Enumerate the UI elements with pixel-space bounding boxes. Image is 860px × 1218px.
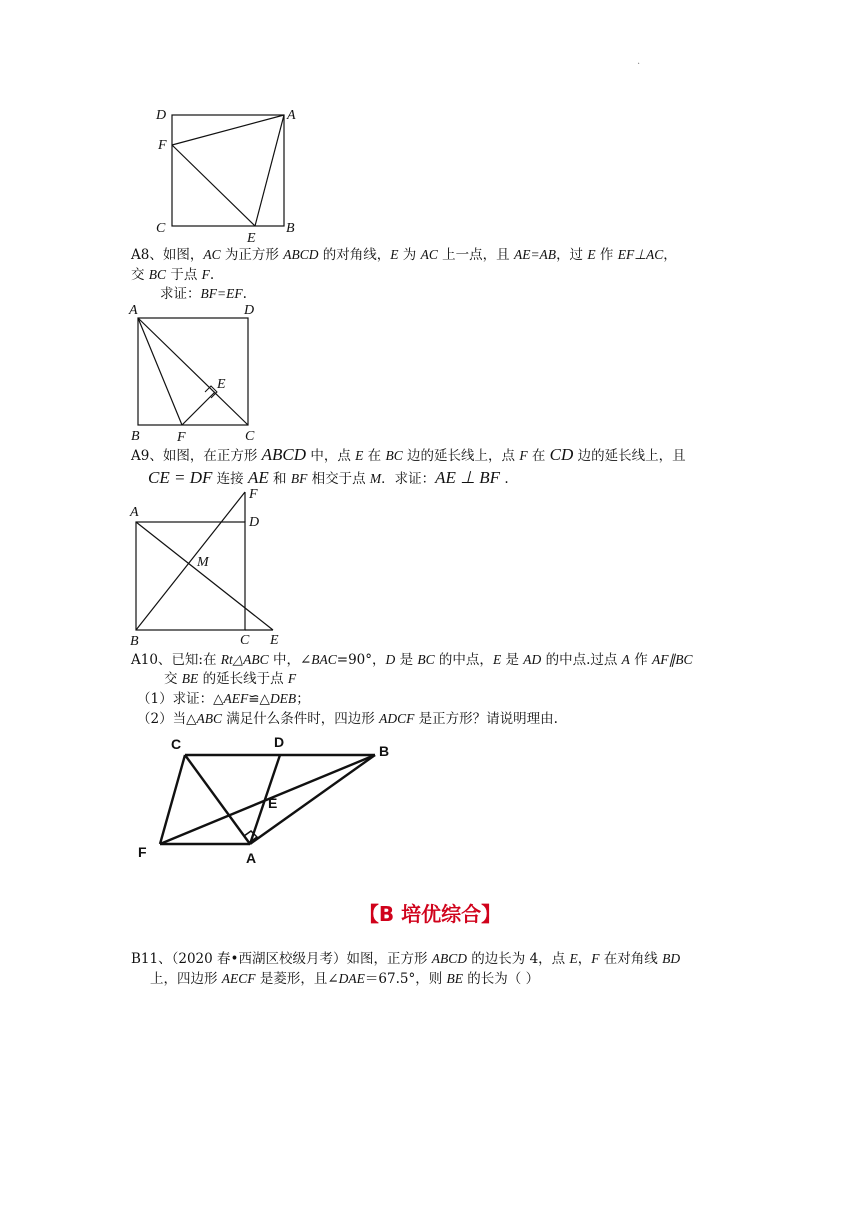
- square-outline: [172, 115, 284, 226]
- a10-question-2: （2）当△ABC 满足什么条件时，四边形 ADCF 是正方形？请说明理由.: [137, 711, 558, 727]
- a8-line-2: 交 BC 于点 F.: [131, 267, 215, 283]
- label-c: C: [245, 429, 255, 444]
- label-b: B: [130, 634, 139, 649]
- label-a: A: [246, 850, 257, 866]
- segment-fe: [182, 392, 215, 425]
- label-a: A: [130, 505, 139, 520]
- label-c: C: [171, 736, 182, 752]
- figure-a8-square: [125, 300, 275, 450]
- label-d: D: [274, 734, 285, 750]
- a8-line-3: 求证：BF=EF.: [160, 286, 247, 302]
- segment-fe: [172, 145, 255, 226]
- label-c: C: [240, 633, 250, 648]
- label-f: F: [158, 138, 167, 153]
- square-outline: [136, 522, 245, 630]
- label-e: E: [217, 377, 226, 392]
- figure-a10-quadrilateral: [130, 725, 410, 875]
- label-e: E: [268, 795, 278, 811]
- label-d: D: [156, 108, 167, 123]
- segment-ae: [136, 522, 273, 630]
- label-m: M: [197, 555, 209, 570]
- label-f: F: [177, 430, 186, 445]
- a9-line-2: CE = DF 连接 AE 和 BF 相交于点 M．求证：AE ⊥ BF .: [148, 468, 509, 487]
- segment-fa: [172, 115, 284, 145]
- label-f: F: [138, 844, 147, 860]
- label-e: E: [247, 231, 256, 246]
- segment-af: [138, 318, 182, 425]
- label-b: B: [379, 743, 390, 759]
- b11-line-1: B11、（2020 春•西湖区校级月考）如图，正方形 ABCD 的边长为 4，点 E，F 在对角线 BD: [131, 951, 681, 967]
- label-a: A: [129, 303, 138, 318]
- a10-question-1: （1）求证：△AEF≌△DEB；: [137, 691, 310, 707]
- figure-a7-square: [150, 100, 310, 250]
- diagonal-ac: [138, 318, 248, 425]
- header-mark: .: [637, 56, 641, 67]
- label-d: D: [244, 303, 255, 318]
- segment-cf: [160, 755, 185, 844]
- a9-line-1: A9、如图，在正方形 ABCD 中，点 E 在 BC 边的延长线上，点 F 在 CD 边的延长线上，且: [131, 445, 686, 464]
- section-title: 【B 培优综合】: [358, 902, 502, 926]
- a10-line-2: 交 BE 的延长线于点 F: [164, 671, 297, 687]
- label-a: A: [287, 108, 296, 123]
- a10-line-1: A10、已知:在 Rt△ABC 中，∠BAC=90°，D 是 BC 的中点，E 是 AD 的中点.过点 A 作 AF∥BC: [131, 652, 693, 668]
- label-f: F: [249, 487, 258, 502]
- figure-a9-square: [125, 482, 295, 652]
- label-d: D: [249, 515, 260, 530]
- segment-bf: [136, 492, 245, 630]
- label-c: C: [156, 221, 166, 236]
- label-b: B: [286, 221, 295, 236]
- segment-ae: [255, 115, 284, 226]
- a8-line-1: A8、如图，AC 为正方形 ABCD 的对角线，E 为 AC 上一点，且 AE=AB，过 E 作 EF⊥AC，: [131, 247, 677, 263]
- b11-line-2: 上，四边形 AECF 是菱形，且∠DAE＝67.5°，则 BE 的长为（ ）: [150, 971, 540, 987]
- label-e: E: [270, 633, 279, 648]
- label-b: B: [131, 429, 140, 444]
